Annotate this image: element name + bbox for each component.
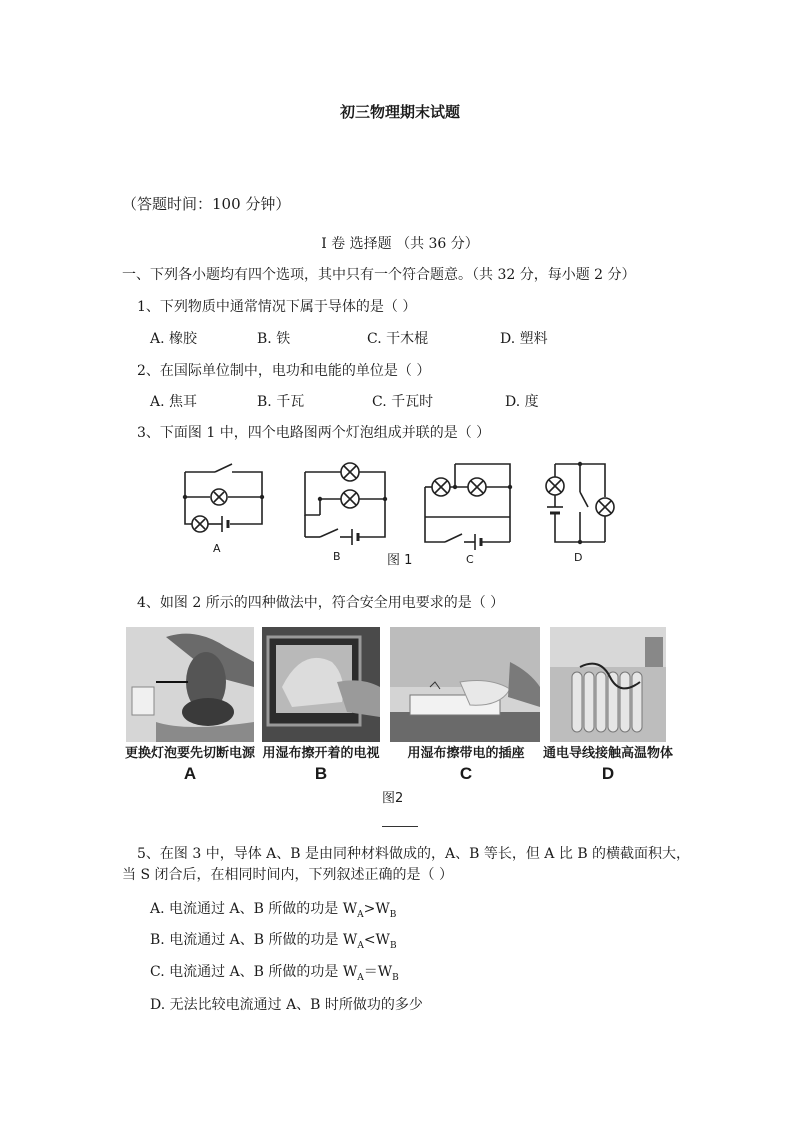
photo-caption-c: 用湿布擦带电的插座 bbox=[407, 746, 525, 761]
photo-caption-d: 通电导线接触高温物体 bbox=[542, 746, 673, 761]
q2-option-b: B. 千瓦 bbox=[257, 394, 305, 410]
q2-option-d: D. 度 bbox=[505, 394, 539, 410]
circuit-c bbox=[425, 464, 510, 550]
circuit-label-b: B bbox=[333, 550, 341, 563]
q1-option-d: D. 塑料 bbox=[500, 331, 548, 347]
q5-stem-line2: 当 S 闭合后，在相同时间内，下列叙述正确的是（ ） bbox=[122, 867, 453, 883]
photo-letter-c: C bbox=[459, 764, 473, 783]
circuit-b bbox=[305, 463, 385, 545]
part-intro: 一、下列各小题均有四个选项，其中只有一个符合题意。（共 32 分，每小题 2 分） bbox=[122, 267, 636, 283]
photo-wipe-socket bbox=[390, 627, 540, 742]
q1-option-c: C. 干木棍 bbox=[367, 331, 429, 347]
time-note: （答题时间：100 分钟） bbox=[122, 195, 291, 213]
photo-letter-b: B bbox=[314, 764, 328, 783]
photo-caption-b: 用湿布擦开着的电视 bbox=[262, 746, 380, 761]
q5-option-c: C. 电流通过 A、B 所做的功是 $W_A=W_B$ bbox=[150, 964, 399, 983]
photo-caption-a: 更换灯泡要先切断电源 bbox=[124, 746, 255, 761]
page-title: 初三物理期末试题 bbox=[339, 103, 460, 121]
photo-replace-bulb bbox=[126, 627, 254, 742]
q4-stem: 4、如图 2 所示的四种做法中，符合安全用电要求的是（ ） bbox=[137, 595, 505, 611]
q3-stem: 3、下面图 1 中，四个电路图两个灯泡组成并联的是（ ） bbox=[137, 425, 491, 441]
q2-option-c: C. 千瓦时 bbox=[372, 394, 434, 410]
page-separator bbox=[382, 826, 418, 827]
q5-stem-line1: 5、在图 3 中，导体 A、B 是由同种材料做成的，A、B 等长，但 A 比 B 的横截面积大， bbox=[137, 846, 691, 862]
circuit-d bbox=[546, 464, 614, 542]
circuit-label-d: D bbox=[574, 551, 583, 564]
q1-stem: 1、下列物质中通常情况下属于导体的是（ ） bbox=[137, 299, 417, 315]
q1-option-b: B. 铁 bbox=[257, 331, 291, 347]
circuit-a bbox=[185, 464, 262, 532]
q5-option-d: D. 无法比较电流通过 A、B 时所做功的多少 bbox=[150, 997, 423, 1013]
figure-1-label: 图 1 bbox=[387, 553, 413, 568]
q5-option-b: B. 电流通过 A、B 所做的功是 $W_A<W_B$ bbox=[150, 932, 397, 951]
photo-letter-a: A bbox=[183, 764, 197, 783]
q1-option-a: A. 橡胶 bbox=[150, 331, 198, 347]
q2-stem: 2、在国际单位制中，电功和电能的单位是（ ） bbox=[137, 363, 431, 379]
photo-wipe-tv bbox=[262, 627, 380, 742]
figure-2-label: 图2 bbox=[382, 791, 404, 806]
photo-letter-d: D bbox=[601, 764, 615, 783]
circuit-label-c: C bbox=[466, 553, 474, 566]
photo-wire-heater bbox=[550, 627, 666, 742]
q2-option-a: A. 焦耳 bbox=[150, 394, 198, 410]
section-title: I 卷 选择题 （共 36 分） bbox=[321, 236, 479, 252]
circuit-label-a: A bbox=[213, 542, 221, 555]
q5-option-a: A. 电流通过 A、B 所做的功是 $W_A>W_B$ bbox=[150, 901, 397, 920]
